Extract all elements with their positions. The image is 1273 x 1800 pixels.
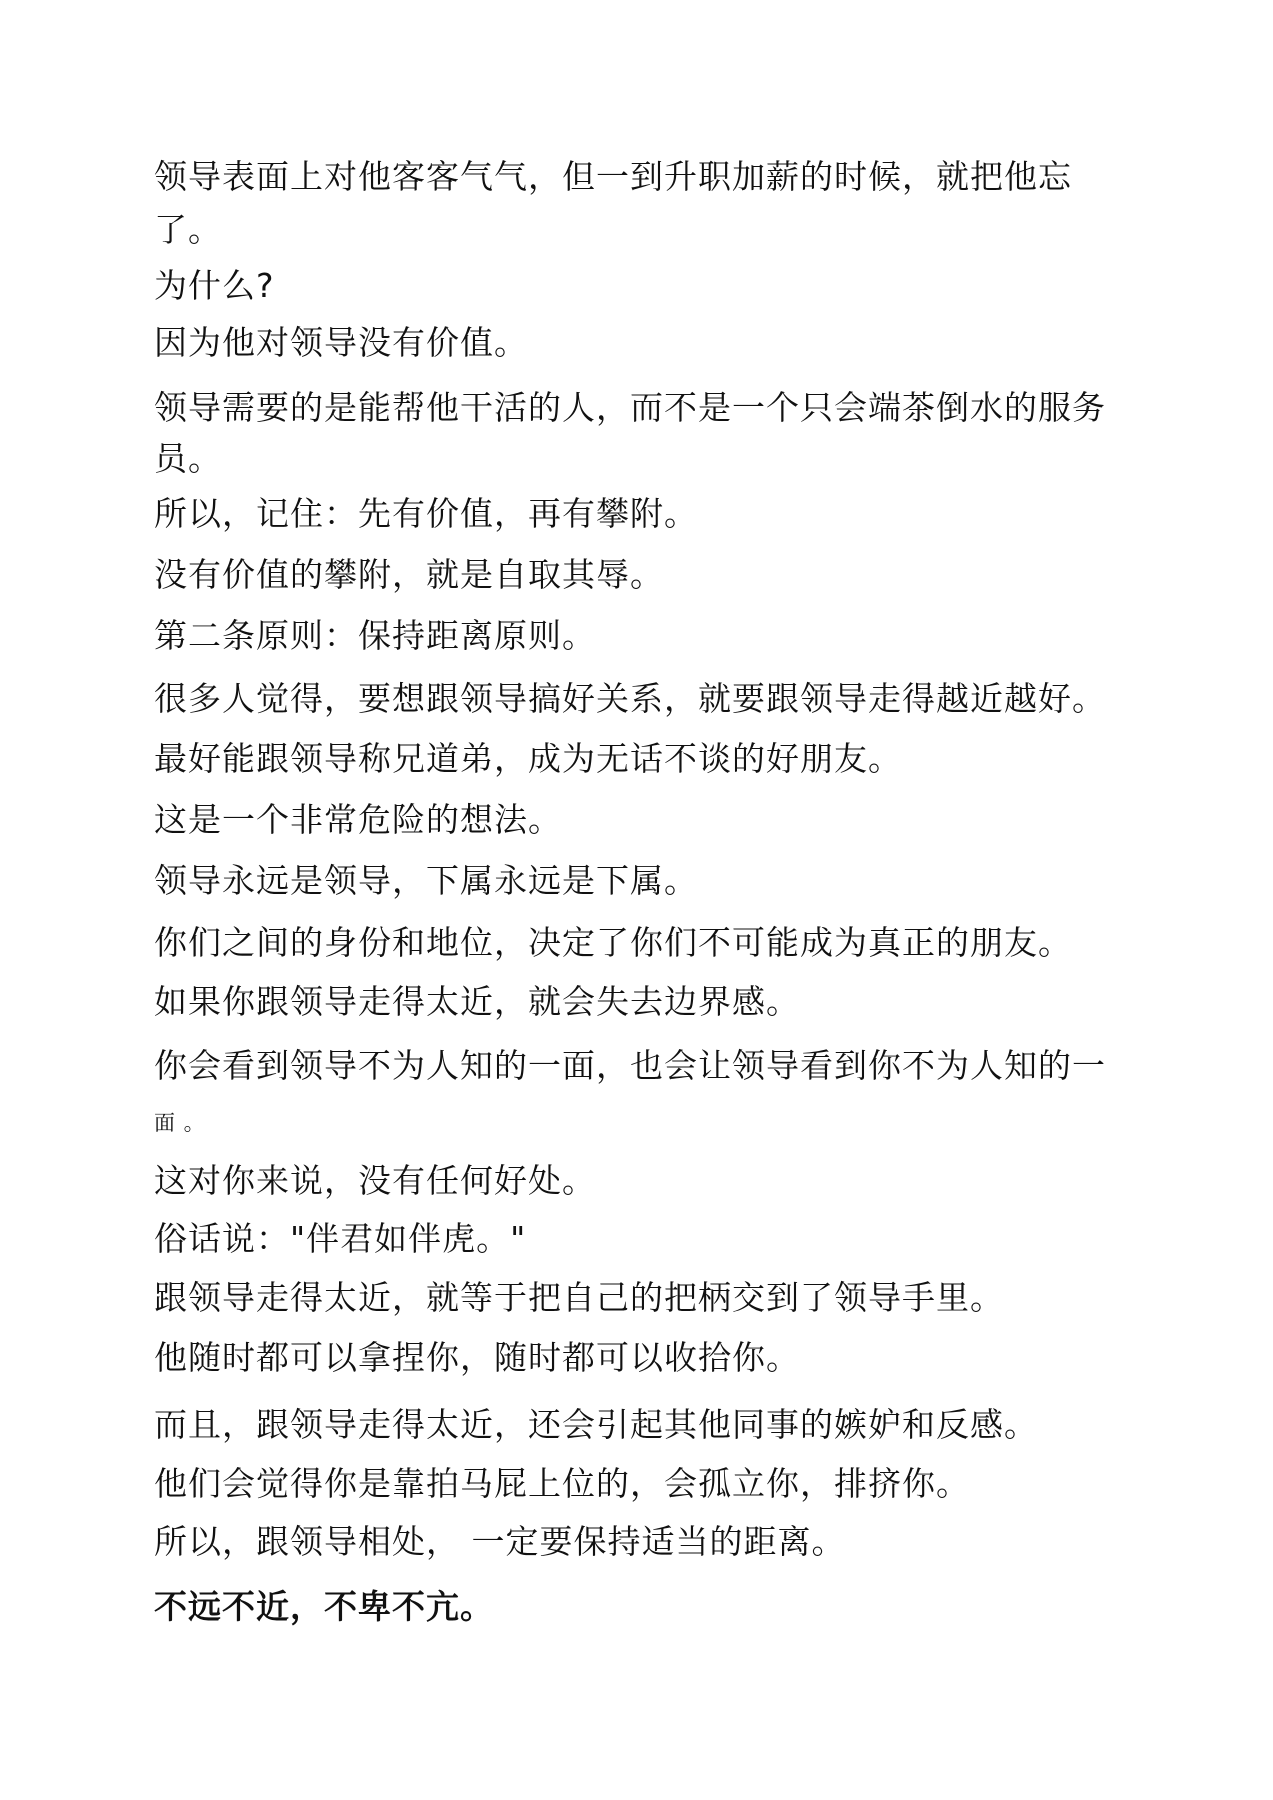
text-line: 你会看到领导不为人知的一面，也会让领导看到你不为人知的一 bbox=[154, 1046, 1106, 1085]
text-line: 俗话说："伴君如伴虎。" bbox=[154, 1219, 527, 1258]
text-line: 你们之间的身份和地位，决定了你们不可能成为真正的朋友。 bbox=[154, 923, 1072, 962]
text-line: 他们会觉得你是靠拍马屁上位的，会孤立你，排挤你。 bbox=[154, 1464, 970, 1503]
text-line: 员。 bbox=[154, 439, 222, 478]
text-line: 很多人觉得，要想跟领导搞好关系，就要跟领导走得越近越好。 bbox=[154, 679, 1106, 718]
text-line: 他随时都可以拿捏你，随时都可以收拾你。 bbox=[154, 1338, 800, 1377]
text-line: 最好能跟领导称兄道弟，成为无话不谈的好朋友。 bbox=[154, 739, 902, 778]
text-line: 面 。 bbox=[154, 1111, 206, 1135]
text-line: 领导永远是领导，下属永远是下属。 bbox=[154, 861, 698, 900]
section-heading: 第二条原则：保持距离原则。 bbox=[154, 616, 596, 655]
text-line: 如果你跟领导走得太近，就会失去边界感。 bbox=[154, 982, 800, 1021]
text-line: 跟领导走得太近，就等于把自己的把柄交到了领导手里。 bbox=[154, 1278, 1004, 1317]
text-line: 领导表面上对他客客气气，但一到升职加薪的时候，就把他忘 bbox=[154, 157, 1072, 196]
text-line: 没有价值的攀附，就是自取其辱。 bbox=[154, 555, 664, 594]
text-line: 所以，跟领导相处， 一定要保持适当的距离。 bbox=[154, 1522, 846, 1561]
text-line: 因为他对领导没有价值。 bbox=[154, 323, 528, 362]
text-line: 所以，记住：先有价值，再有攀附。 bbox=[154, 494, 698, 533]
text-line: 领导需要的是能帮他干活的人，而不是一个只会端茶倒水的服务 bbox=[154, 388, 1106, 427]
text-line: 为什么? bbox=[154, 266, 275, 305]
text-line: 了。 bbox=[154, 210, 222, 249]
text-line: 而且，跟领导走得太近，还会引起其他同事的嫉妒和反感。 bbox=[154, 1405, 1038, 1444]
text-line: 这是一个非常危险的想法。 bbox=[154, 800, 562, 839]
closing-line: 不远不近，不卑不亢。 bbox=[154, 1587, 494, 1626]
text-line: 这对你来说，没有任何好处。 bbox=[154, 1161, 596, 1200]
